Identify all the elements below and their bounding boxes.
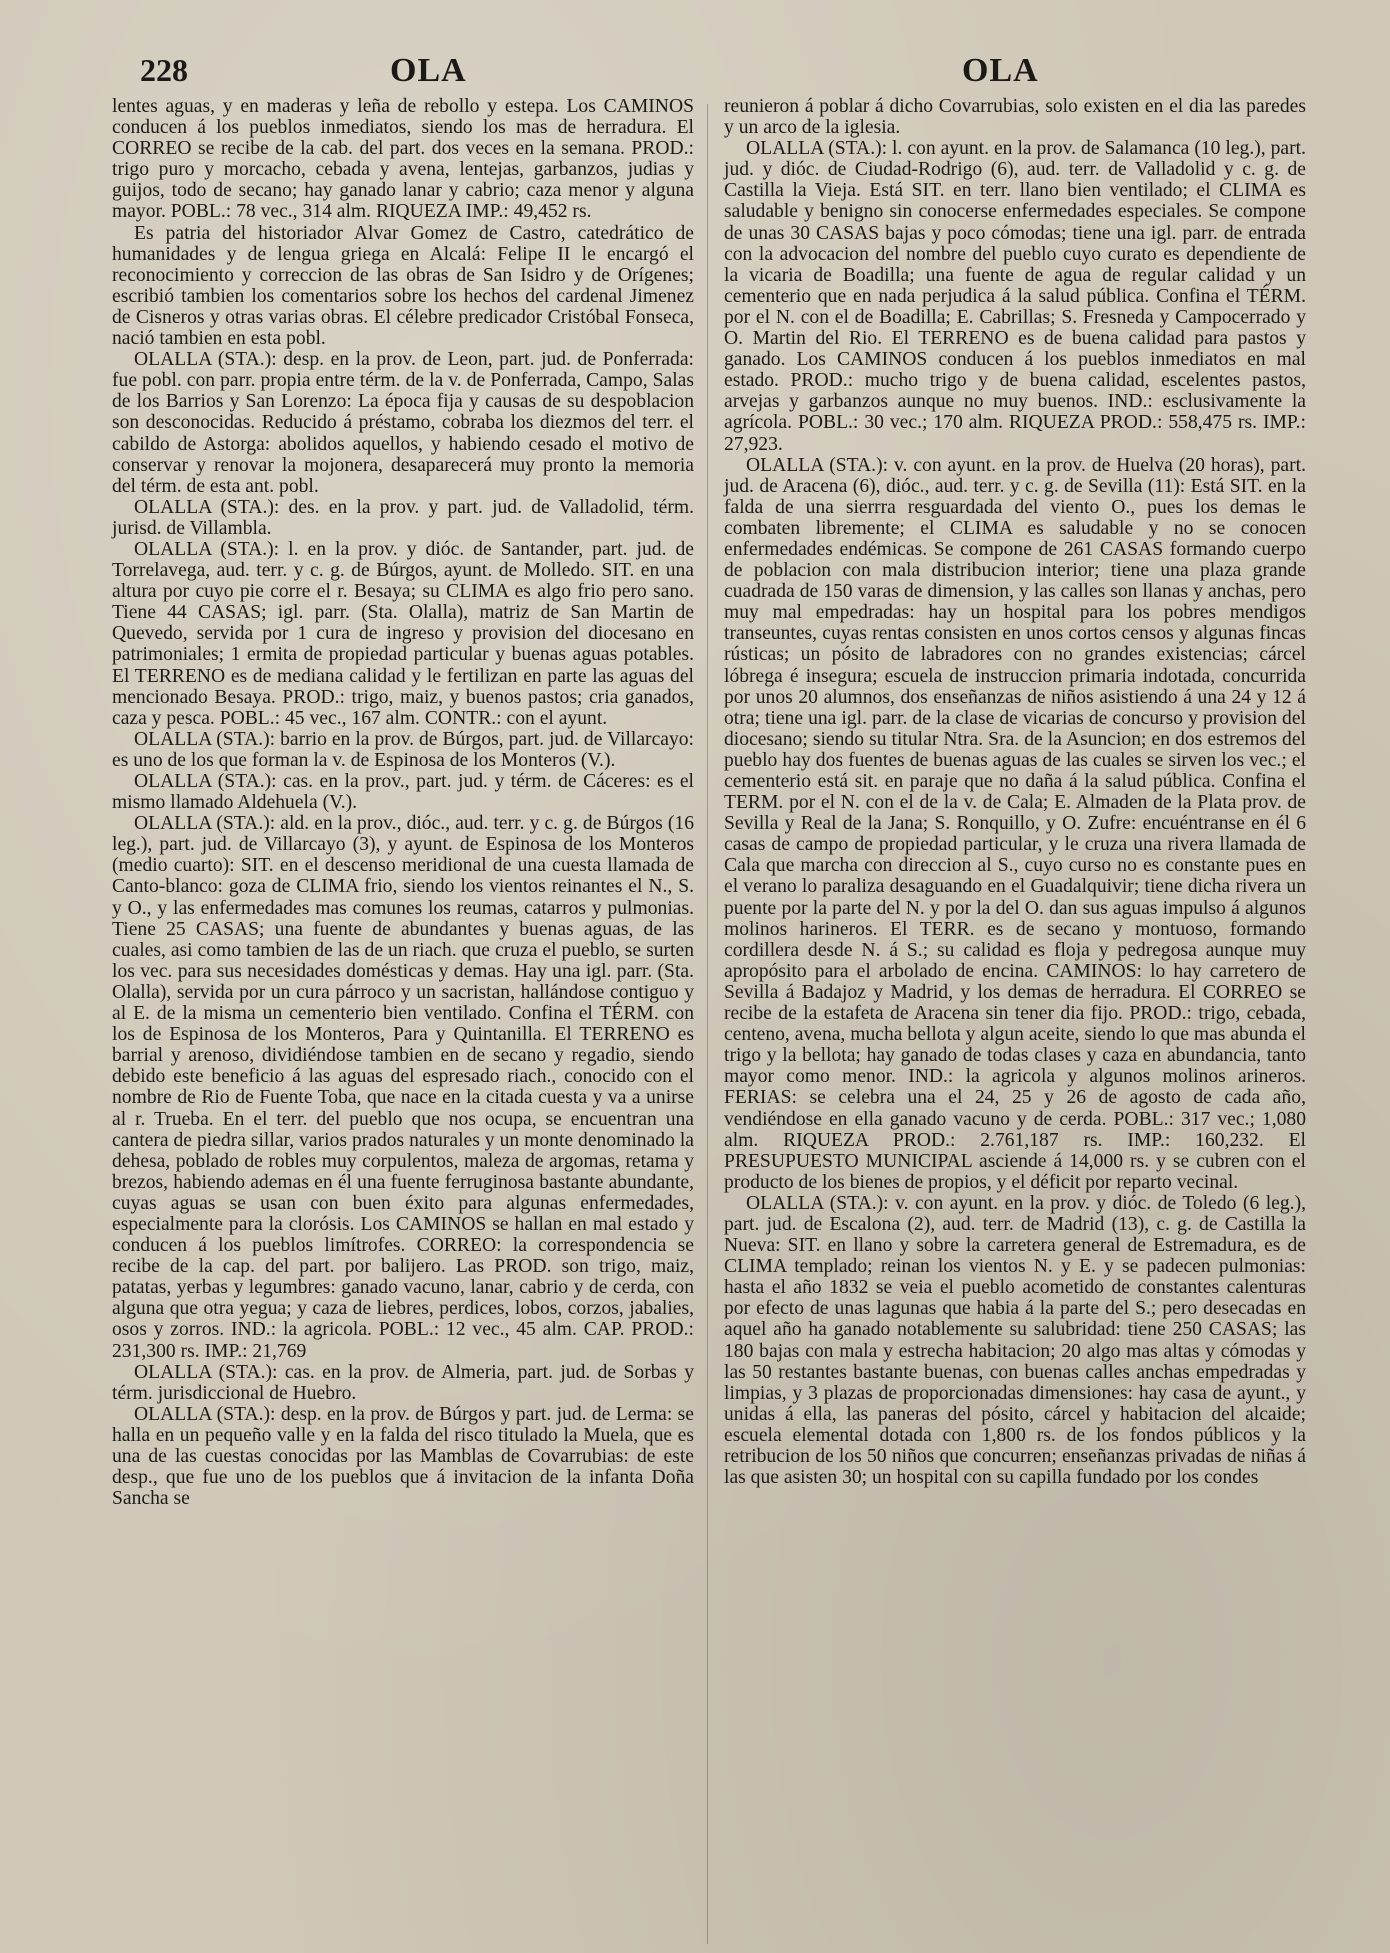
- entry-olalla-santander: OLALLA (STA.): l. en la prov. y dióc. de Santander, part. jud. de Torrelavega, aud. terr. y c. g. de Búrgos, ayunt. de Molledo. SIT. en una altura por cuyo pie corre el r. Besaya; su CLIMA es algo frio pero sano. Tiene 44 CASAS; igl. parr. (Sta. Olalla), matriz de San Martin de Quevedo, servida por 1 cura de ingreso y provision del diocesano en patrimoniales; 1 ermita de propiedad particular y buenas aguas potables. El TERRENO es de mediana calidad y le fertilizan en parte las aguas del mencionado Besaya. PROD.: trigo, maiz, y buenos pastos; cria ganados, caza y pesca. POBL.: 45 vec., 167 alm. CONTR.: con el ayunt.: [112, 538, 694, 729]
- entry-olalla-caceres: OLALLA (STA.): cas. en la prov., part. jud. y térm. de Cáceres: es el mismo llamado Aldehuela (V.).: [112, 771, 694, 814]
- left-column: [112, 96, 694, 1509]
- paragraph: reunieron á poblar á dicho Covarrubias, solo existen en el dia las paredes y un arco de la iglesia.: [724, 96, 1306, 139]
- entry-olalla-toledo: OLALLA (STA.): v. con ayunt. en la prov. y dióc. de Toledo (6 leg.), part. jud. de Escalona (2), aud. terr. de Madrid (13), c. g. de Castilla la Nueva: SIT. en llano y sobre la carretera general de Estremadura, es de CLIMA templado; reinan los vientos N. y E. y se padecen pulmonias: hasta el año 1832 se veia el pueblo acometido de constantes calenturas por efecto de unas lagunas que habia á la parte del S.; pero desecadas en aquel año ha ganado notablemente su salubridad: tiene 250 CASAS; las 180 bajas con mala y estrecha habitacion; 20 algo mas altas y cómodas y las 50 restantes bastante buenas, con buenas calles anchas empedradas y limpias, y 3 plazas de proporcionadas dimensiones: hay casa de ayunt., y unidas á ella, las paneras del pósito, cárcel y habitacion del alcaide; escuela elemental dotada con 1,800 rs. de los fondos públicos y la retribucion de los 50 niños que concurren; enseñanzas privadas de niñas á las que asisten 30; un hospital con su capilla fundado por los condes: [724, 1192, 1306, 1489]
- running-head-left: OLA: [390, 52, 467, 89]
- running-head-right: OLA: [962, 52, 1039, 89]
- entry-olalla-valladolid: OLALLA (STA.): des. en la prov. y part. jud. de Valladolid, térm. jurisd. de Villambla.: [112, 496, 694, 539]
- entry-olalla-huelva: OLALLA (STA.): v. con ayunt. en la prov. de Huelva (20 horas), part. jud. de Aracena (6), dióc., aud. terr. y c. g. de Sevilla (11): Está SIT. en la falda de una sierrra resguardada del viento O., pues los demas le combaten libremente; el CLIMA es saludable y no se conocen enfermedades endémicas. Se compone de 261 CASAS formando cuerpo de poblacion con mala distribucion interior; tiene una plaza grande cuadrada de 150 varas de dimension, y las calles son llanas y anchas, pero muy mal empedradas: hay un hospital para los pobres mendigos transeuntes, cuyas rentas consisten en unos cortos censos y algunas fincas rústicas; un pósito de labradores con no grandes existencias; cárcel lóbrega é insegura; escuela de instruccion primaria indotada, concurrida por unos 20 alumnos, dos enseñanzas de niños asistiendo á una 24 y 12 á otra; tiene una igl. parr. de la clase de vicarias de concurso y provision del diocesano; siendo su titular Ntra. Sra. de la Asuncion; en dos estremos del pueblo hay dos fuentes de buenas aguas de las cuales se sirven los vec.; el cementerio está sit. en paraje que no daña á la salud pública. Confina el TERM. por el N. con el de la v. de Cala; E. Almaden de la Plata prov. de Sevilla y Real de la Jana; S. Ronquillo, y O. Zufre: encuéntranse en él 6 casas de campo de propiedad particular, y le cruza una rivera llamada de Cala que marcha con direccion al S., cuyo curso no es constante pues en el verano lo paraliza desaguando en el Guadalquivir; tiene dicha rivera un puente por la parte del N. y por la del O. dan sus aguas impulso á algunos molinos harineros. El TERR. es de secano y montuoso, formando cordillera desde N. á S.; su calidad es floja y pedregosa aunque muy apropósito para el arbolado de encina. CAMINOS: lo hay carretero de Sevilla á Badajoz y Madrid, y los demas de herradura. El CORREO se recibe de la estafeta de Aracena sin tener dia fijo. PROD.: trigo, cebada, centeno, avena, mucha bellota y algun aceite, siendo lo que mas abunda el trigo y la bellota; hay ganado de todas clases y caza en abundancia, tanto mayor como menor. IND.: la agricola y algunos molinos arineros. FERIAS: se celebra una el 24, 25 y 26 de agosto de cada año, vendiéndose en ella ganado vacuno y de cerda. POBL.: 317 vec.; 1,080 alm. RIQUEZA PROD.: 2.761,187 rs. IMP.: 160,232. El PRESUPUESTO MUNICIPAL asciende á 14,000 rs. y se cubren con el producto de los bienes de propios, y el déficit por reparto vecinal.: [724, 454, 1306, 1193]
- entry-olalla-lerma: OLALLA (STA.): desp. en la prov. de Búrgos y part. jud. de Lerma: se halla en un pequeño valle y en la falda del risco titulado la Muela, que es una de las cuestas conocidas por las Mamblas de Covarrubias: de este desp., que fue uno de los pueblos que á invitacion de la infanta Doña Sancha se: [112, 1403, 694, 1510]
- page-number: 228: [140, 52, 188, 88]
- entry-olalla-salamanca: OLALLA (STA.): l. con ayunt. en la prov. de Salamanca (10 leg.), part. jud. y dióc. de Ciudad-Rodrigo (6), aud. terr. de Valladolid y c. g. de Castilla la Vieja. Está SIT. en terr. llano bien ventilado; el CLIMA es saludable y benigno sin conocerse enfermedades especiales. Se compone de unas 30 CASAS bajas y poco cómodas; tiene una igl. parr. de entrada con la advocacion del nombre del pueblo cuyo curato es dependiente de la vicaria de Boadilla; una fuente de agua de regular calidad y un cementerio que en nada perjudica á la salud pública. Confina el TÉRM. por el N. con el de Boadilla; E. Cabrillas; S. Fresneda y Campocerrado y O. Martin del Rio. El TERRENO es de buena calidad para pastos y ganado. Los CAMINOS conducen á los pueblos inmediatos en mal estado. PROD.: mucho trigo y de buena calidad, escelentes pastos, arvejas y garbanzos aunque no muy buenos. IND.: esclusivamente la agrícola. POBL.: 30 vec.; 170 alm. RIQUEZA PROD.: 558,475 rs. IMP.: 27,923.: [724, 138, 1306, 455]
- paragraph: Es patria del historiador Alvar Gomez de Castro, catedrático de humanidades y de lengua griega en Alcalá: Felipe II le encargó el reconocimiento y correccion de las obras de San Isidro y de Orígenes; escribió tambien los comentarios sobre los hechos del cardenal Jimenez de Cisneros y otras varias obras. El célebre predicador Cristóbal Fonseca, nació tambien en esta pobl.: [112, 222, 694, 350]
- entry-olalla-leon: OLALLA (STA.): desp. en la prov. de Leon, part. jud. de Ponferrada: fue pobl. con parr. propia entre térm. de la v. de Ponferrada, Campo, Salas de los Barrios y San Lorenzo: La época fija y causas de su despoblacion son desconocidas. Reducido á préstamo, cobraba los diezmos del terr. el cabildo de Astorga: abolidos aquellos, y habiendo cesado el motivo de conservar y renovar la mojonera, desaparecerá muy pronto la memoria del térm. de esta ant. pobl.: [112, 349, 694, 497]
- column-divider: [707, 104, 708, 1944]
- entry-olalla-almeria: OLALLA (STA.): cas. en la prov. de Almeria, part. jud. de Sorbas y térm. jurisdiccional de Huebro.: [112, 1361, 694, 1404]
- page-header: [140, 52, 1310, 98]
- entry-olalla-burgos-aldea: OLALLA (STA.): ald. en la prov., dióc., aud. terr. y c. g. de Búrgos (16 leg.), part. jud. de Villarcayo (3), y ayunt. de Espinosa de los Monteros (medio cuarto): SIT. en el descenso meridional de una cuesta llamada de Canto-blanco: goza de CLIMA frio, siendo los vientos reinantes el N., S. y O., y las enfermedades mas comunes los reumas, catarros y pulmonias. Tiene 25 CASAS; una fuente de abundantes y buenas aguas, de las cuales, asi como tambien de las de un riach. que cruza el pueblo, se surten los vec. para sus necesidades domésticas y demas. Hay una igl. parr. (Sta. Olalla), servida por un cura párroco y un sacristan, hallándose contiguo y al E. de la misma un cementerio bien ventilado. Confina el TÉRM. con los de Espinosa de los Monteros, Para y Quintanilla. El TERRENO es barrial y arenoso, dividiéndose tambien en de secano y regadio, siendo debido este beneficio á las aguas del espresado riach., conocido con el nombre de Rio de Fuente Toba, que nace en la citada cuesta y va a unirse al r. Trueba. En el terr. del pueblo que nos ocupa, se encuentran una cantera de piedra sillar, varios prados naturales y un monte denominado la dehesa, poblado de robles muy corpulentos, maleza de argomas, retama y brezos, habiendo ademas en él una fuente ferruginosa bastante abundante, cuyas aguas se usan con buen éxito para algunas enfermedades, especialmente para la clorósis. Los CAMINOS se hallan en mal estado y conducen á los pueblos limítrofes. CORREO: la correspondencia se recibe de la cap. del part. por balijero. Las PROD. son trigo, maiz, patatas, yerbas y legumbres: ganado vacuno, lanar, cabrio y de cerda, con alguna que otra yegua; y caza de liebres, perdices, lobos, corzos, jabalies, osos y zorros. IND.: la agricola. POBL.: 12 vec., 45 alm. CAP. PROD.: 231,300 rs. IMP.: 21,769: [112, 813, 694, 1362]
- entry-olalla-burgos-barrio: OLALLA (STA.): barrio en la prov. de Búrgos, part. jud. de Villarcayo: es uno de los que forman la v. de Espinosa de los Monteros (V.).: [112, 728, 694, 771]
- paragraph: lentes aguas, y en maderas y leña de rebollo y estepa. Los CAMINOS conducen á los pueblos inmediatos, siendo los mas de herradura. El CORREO se recibe de la cab. del part. dos veces en la semana. PROD.: trigo puro y morcacho, cebada y avena, lentejas, garbanzos, judias y guijos, todo de secano; hay ganado lanar y cabrio; caza menor y alguna mayor. POBL.: 78 vec., 314 alm. RIQUEZA IMP.: 49,452 rs.: [112, 96, 694, 223]
- right-column: [724, 96, 1306, 1488]
